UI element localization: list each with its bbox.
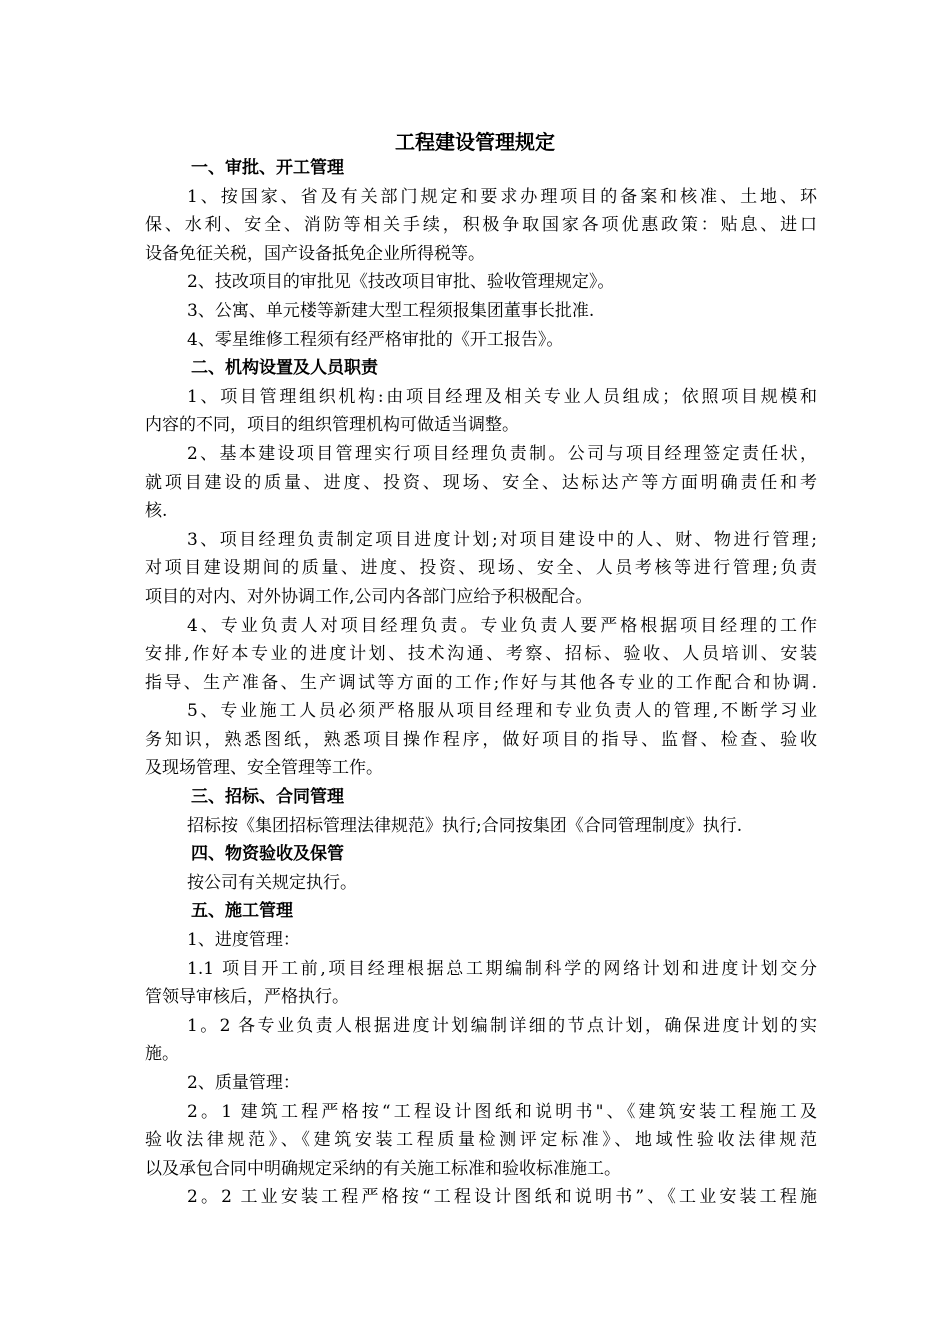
paragraph-line: 就项目建设的质量、进度、投资、现场、安全、达标达产等方面明确责任和考 [145,472,817,493]
paragraph-line: 2、技改项目的审批见《技改项目审批、验收管理规定》。 [187,272,615,293]
paragraph-line: 2、质量管理： [187,1073,300,1093]
paragraph-line: 施。 [145,1044,179,1065]
paragraph-line: 4、零星维修工程须有经严格审批的《开工报告》。 [187,329,564,350]
paragraph-line: 验收法律规范》、《建筑安装工程质量检测评定标准》、地域性验收法律规范 [145,1130,817,1151]
section-heading: 三、招标、合同管理 [191,787,344,808]
paragraph-line: 保、水利、安全、消防等相关手续，积极争取国家各项优惠政策：贴息、进口 [145,215,817,236]
paragraph-line: 以及承包合同中明确规定采纳的有关施工标准和验收标准施工。 [145,1158,621,1179]
paragraph-line: 务知识，熟悉图纸，熟悉项目操作程序，做好项目的指导、监督、检查、验收 [145,729,817,750]
paragraph-line: 3、项目经理负责制定项目进度计划;对项目建设中的人、财、物进行管理; [187,529,817,550]
paragraph-line: 对项目建设期间的质量、进度、投资、现场、安全、人员考核等进行管理;负责 [145,558,817,579]
paragraph-line: 内容的不同，项目的组织管理机构可做适当调整。 [145,415,519,436]
paragraph-line: 3、公寓、单元楼等新建大型工程须报集团董事长批准. [187,300,595,321]
paragraph-line: 管领导审核后，严格执行。 [145,987,349,1008]
page-title: 工程建设管理规定 [395,130,555,154]
paragraph-line: 1。2 各专业负责人根据进度计划编制详细的节点计划，确保进度计划的实 [187,1015,817,1036]
paragraph-line: 2。1 建筑工程严格按“工程设计图纸和说明书"、《建筑安装工程施工及 [187,1101,817,1122]
section-heading: 一、审批、开工管理 [191,158,344,178]
paragraph-line: 指导、生产准备、生产调试等方面的工作;作好与其他各专业的工作配合和协调. [145,672,817,693]
paragraph-line: 2、基本建设项目管理实行项目经理负责制。公司与项目经理签定责任状， [187,443,817,464]
section-heading: 四、物资验收及保管 [191,844,344,865]
paragraph-line: 1.1 项目开工前,项目经理根据总工期编制科学的网络计划和进度计划交分 [187,958,817,979]
paragraph-line: 1、按国家、省及有关部门规定和要求办理项目的备案和核准、土地、环 [187,186,817,207]
paragraph-line: 项目的对内、对外协调工作,公司内各部门应给予积极配合。 [145,586,593,607]
paragraph-line: 设备免征关税，国产设备抵免企业所得税等。 [145,243,485,264]
paragraph-line: 5、专业施工人员必须严格服从项目经理和专业负责人的管理,不断学习业 [187,701,817,722]
paragraph-line: 1、项目管理组织机构:由项目经理及相关专业人员组成；依照项目规模和 [187,386,817,407]
paragraph-line: 4、专业负责人对项目经理负责。专业负责人要严格根据项目经理的工作 [187,615,817,636]
paragraph-line: 安排,作好本专业的进度计划、技术沟通、考察、招标、验收、人员培训、安装 [145,644,817,665]
paragraph-line: 2。2 工业安装工程严格按“工程设计图纸和说明书”、《工业安装工程施 [187,1187,817,1208]
section-heading: 五、施工管理 [191,901,293,922]
paragraph-line: 1、进度管理： [187,930,300,951]
paragraph-line: 核. [145,501,168,522]
section-heading: 二、机构设置及人员职责 [191,358,378,379]
paragraph-line: 招标按《集团招标管理法律规范》执行;合同按集团《合同管理制度》执行. [187,815,743,836]
paragraph-line: 按公司有关规定执行。 [187,872,357,893]
document-body [145,154,817,1212]
paragraph-line: 及现场管理、安全管理等工作。 [145,758,383,779]
